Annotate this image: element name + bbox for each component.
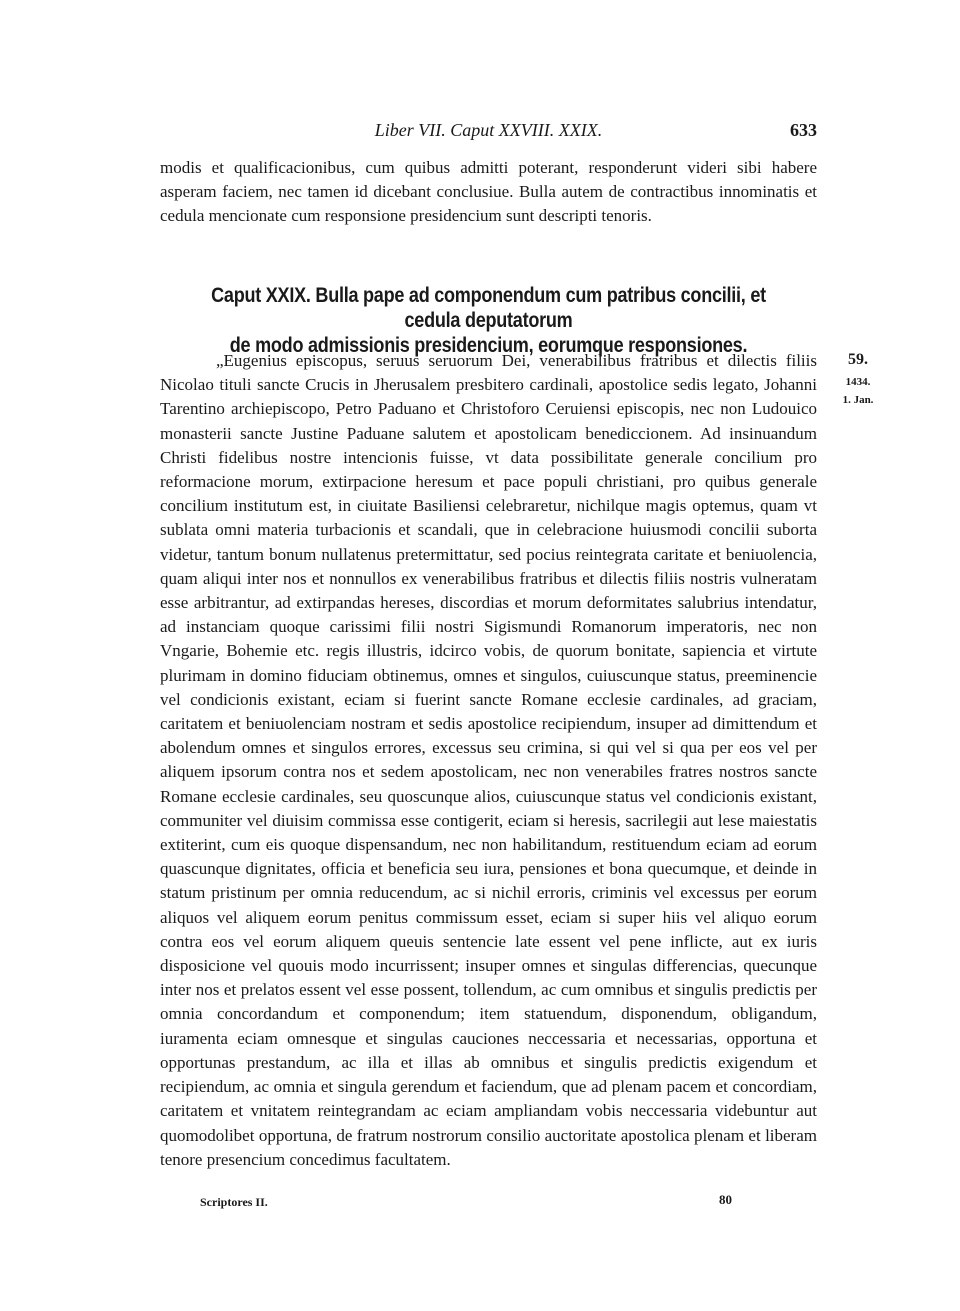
page-number: 633 <box>790 120 817 140</box>
footer-series: Scriptores II. <box>200 1195 268 1209</box>
running-title: Liber VII. Caput XXVIII. XXIX. <box>374 120 603 140</box>
footer-signature: 80 <box>719 1192 732 1207</box>
intro-paragraph: modis et qualificacionibus, cum quibus admitti poterant, responderunt videri sibi habere asperam faciem, nec tamen id dicebant conclusiue. Bulla autem de contractibus innominatis et cedula mencionate cum responsione presidencium sunt descripti tenoris. <box>160 158 817 226</box>
chapter-heading-line-2: de modo admissionis presidencium, eorumque responsiones. <box>229 334 748 357</box>
margin-note-date: 1. Jan. <box>842 394 874 406</box>
margin-note-year: 1434. <box>845 376 871 388</box>
main-paragraph: „Eugenius episcopus, seruus seruorum Dei, venerabilibus fratribus et dilectis filiis Nicolao tituli sancte Crucis in Jherusalem presbitero cardinali, apostolice sedis legato, Johanni Tarentino archiepiscopo, Petro Paduano et Christoforo Ceruiensi episcopis, nec non Ludouico monasterii sancte Justine Paduane salutem et apostolicam benediccionem. Ad insinuandum Christi fidelibus nostre intencionis fuisse, vt data possibilitate generale concilium pro reformacione morum, extirpacione heresum et pace populi christiani, pro quibus generale concilium institutum est, in ciuitate Basiliensi celebraretur, nichilque magis optemus, quam vt sublata omni materia turbacionis et scandali, que in celebracione huiusmodi concilii suborta videtur, tantum bonum nullatenus pretermittatur, sed pocius reintegrata caritate et beniuolencia, quam aliqui inter nos et nonnullos ex venerabilibus fratribus et dilectis filiis nostris vulneratam esse arbitrantur, ad extirpandas hereses, discordias et morum deformitates salubrius intendatur, ad instanciam quoque carissimi filii nostri Sigismundi Romanorum imperatoris, nec non Vngarie, Bohemie etc. regis illustris, idcirco vobis, de quorum bonitate, sapiencia et virtute plurimam in domino fiduciam obtinemus, omnes et singulos, cuiuscunque status, preeminencie vel condicionis existant, eciam si fuerint sancte Romane ecclesie cardinales, ad graciam, caritatem et beniuolenciam nostram et sedis apostolice recipiendum, insuper ad dimittendum et abolendum omnes et singulos errores, excessus seu crimina, si qui vel si qua per eos vel per aliquem ipsorum contra nos et sedem apostolicam, nec non venerabiles fratres nostros sancte Romane ecclesie cardinales, seu quoscunque alios, cuiuscunque status vel condicionis existant, communiter vel diuisim commissa esse contigerit, eciam si heresis, sacrilegii aut lese maiestatis extiterint, cum eis quoque dispensandum, nec non habilitandum, restituendum eciam ad eorum quascunque dignitates, officia et beneficia seu iura, pensiones et bona quecumque, et deinde in statum pristinum per omnia reducendum, ac si nichil erroris, criminis vel excessus per eorum aliquos vel aliquem eorum penitus commissum esset, eciam si super hiis vel aliquo eorum contra eos vel eorum aliquem queuis sentencie late essent vel pene inflicte, aut ex iuris disposicione vel quouis modo incurrissent; insuper omnes et singulas differencias, quecunque inter nos et prelatos essent vel esse possent, tollendum, ac cum omnibus et singulis predictis per omnia concordandum et componendum; item statuendum, disponendum, obligandum, iuramenta eciam omnesque et singulas cauciones neccessaria et necessarias, opportuna et opportunas prestandum, ac illa et illas ab omnibus et singulis predictis exigendum et recipiendum, ac omnia et singula gerendum et faciendum, que ad plenam pacem et concordiam, caritatem et vnitatem reintegrandam ac eciam ampliandam vobis neccessaria videbuntur aut quomodolibet opportuna, de fratrum nostrorum consilio auctoritate apostolica plenam et liberam tenore presencium concedimus facultatem. <box>160 351 817 1169</box>
chapter-heading <box>206 283 771 358</box>
chapter-heading-line-1: Caput XXIX. Bulla pape ad componendum cum patribus concilii, et cedula deputatorum <box>211 284 766 332</box>
margin-note-number: 59. <box>848 351 868 368</box>
